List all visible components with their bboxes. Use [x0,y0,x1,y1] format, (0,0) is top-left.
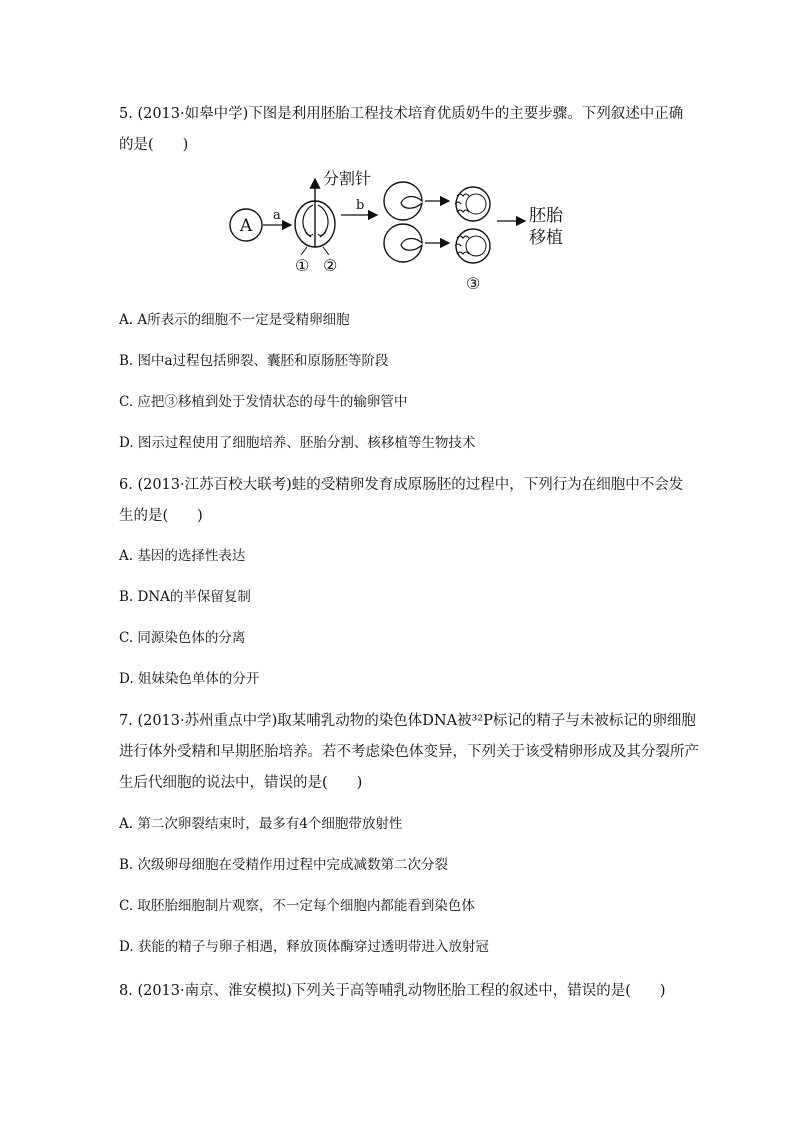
q6-option-b: B. DNA的半保留复制 [119,589,251,605]
half-embryo-top [384,182,422,220]
q5-option-c: C. 应把③移植到处于发情状态的母牛的输卵管中 [119,394,408,410]
q7-stem-line-1: 7. (2013·苏州重点中学)取某哺乳动物的染色体DNA被³²P标记的精子与未被标记的卵细胞 [119,713,696,729]
result-label-line-1: 胚胎 [529,206,563,226]
q5-stem-line-1: 5. (2013·如皋中学)下图是利用胚胎工程技术培育优质奶牛的主要步骤。下列叙述中正确 [119,106,684,122]
marker-3: ③ [466,274,481,293]
arrow-a [263,208,291,225]
q7-option-c: C. 取胚胎细胞制片观察，不一定每个细胞内都能看到染色体 [119,898,475,914]
marker-1: ① [295,256,310,275]
result-label-line-2: 移植 [529,228,563,248]
q7-option-d: D. 获能的精子与卵子相遇，释放顶体酶穿过透明带进入放射冠 [119,939,489,955]
q6-stem-line-1: 6. (2013·江苏百校大联考)蛙的受精卵发育成原肠胚的过程中，下列行为在细胞中不会发 [119,477,684,493]
cell-a-label: A [239,216,253,236]
blastocyst-top [455,187,490,221]
cell-a [230,209,262,241]
q6-option-a: A. 基因的选择性表达 [119,548,246,564]
q5-stem-line-2: 的是( ) [119,137,189,153]
blastocyst-bottom [455,229,490,263]
arrow-b [341,198,377,215]
embryo-engineering-figure [225,163,595,293]
arrow-a-label: a [273,208,281,223]
q7-stem-line-2: 进行体外受精和早期胚胎培养。若不考虑染色体变异，下列关于该受精卵形成及其分裂所产 [119,744,699,760]
q5-option-d: D. 图示过程使用了细胞培养、胚胎分割、核移植等生物技术 [119,435,476,451]
q6-option-d: D. 姐妹染色单体的分开 [119,671,260,687]
q6-option-c: C. 同源染色体的分离 [119,630,246,646]
q7-option-b: B. 次级卵母细胞在受精作用过程中完成减数第二次分裂 [119,857,449,873]
q5-option-a: A. A所表示的细胞不一定是受精卵细胞 [119,312,350,328]
q7-stem-line-3: 生后代细胞的说法中，错误的是( ) [119,775,363,791]
q7-option-a: A. 第二次卵裂结束时，最多有4个细胞带放射性 [119,816,403,832]
q6-stem-line-2: 生的是( ) [119,508,203,524]
marker-2: ② [323,256,338,275]
needle-label: 分割针 [323,169,372,188]
q8-stem-line-1: 8. (2013·南京、淮安模拟)下列关于高等哺乳动物胚胎工程的叙述中，错误的是( ) [119,983,666,999]
half-embryo-bottom [384,224,422,262]
q5-option-b: B. 图中a过程包括卵裂、囊胚和原肠胚等阶段 [119,353,389,369]
split-embryo [295,169,371,275]
arrow-b-label: b [356,198,365,213]
